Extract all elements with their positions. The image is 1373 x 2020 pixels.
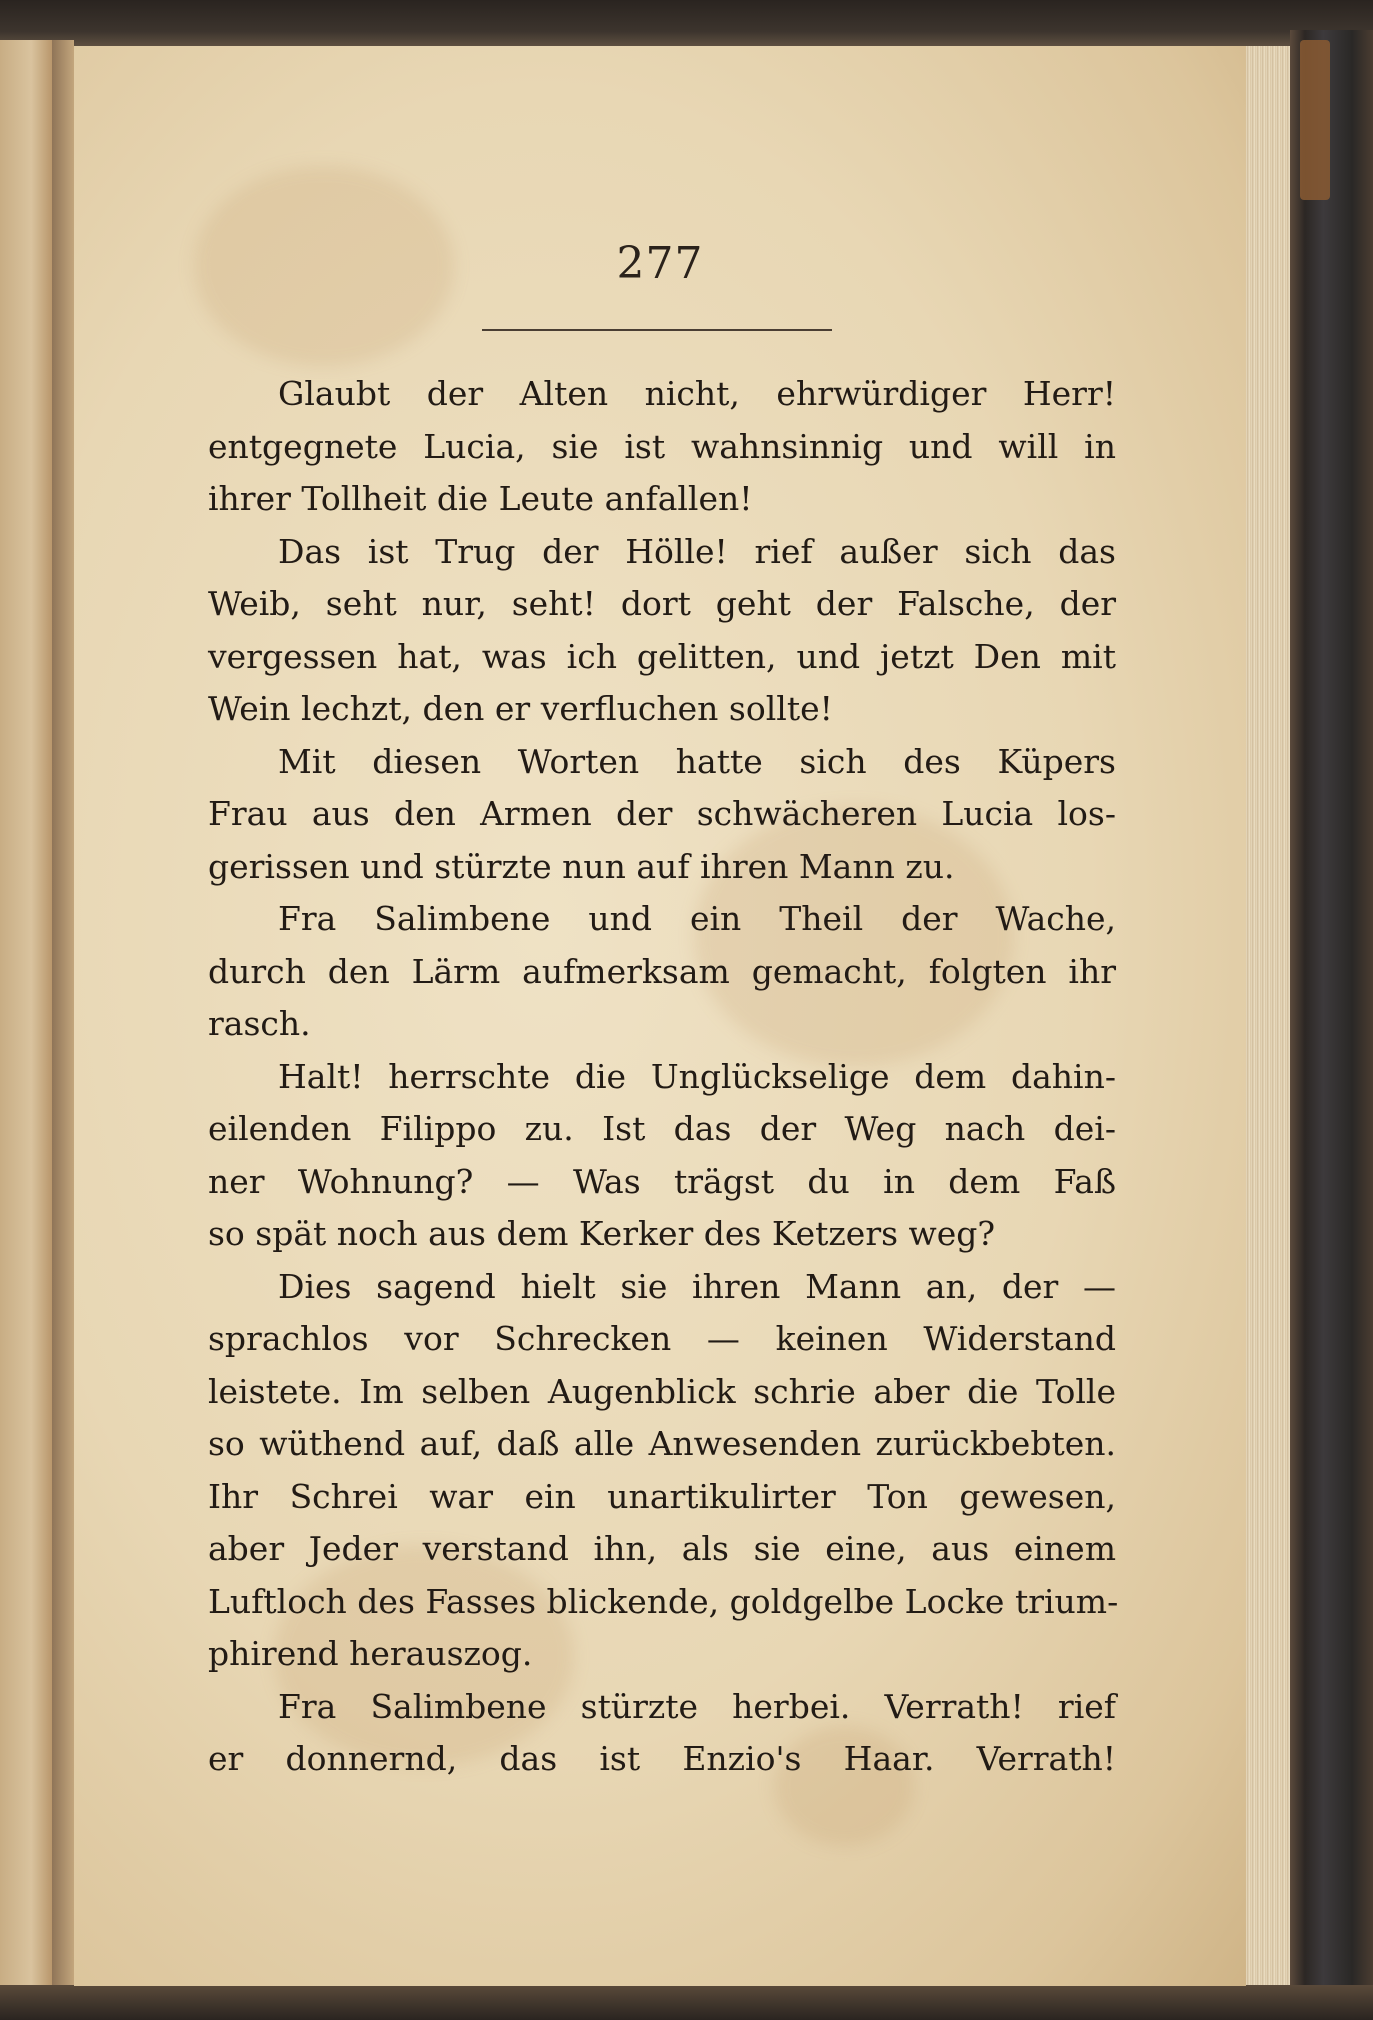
text-line: Weib, seht nur, seht! dort geht der Falsche, der (208, 584, 1116, 623)
text-line: Wein lechzt, den er verfluchen sollte! (208, 689, 833, 728)
text-line: aber Jeder verstand ihn, als sie eine, aus einem (208, 1529, 1116, 1568)
book-cover-edge (1290, 30, 1373, 2000)
text-line: ihrer Tollheit die Leute anfallen! (208, 479, 753, 518)
text-line: eilenden Filippo zu. Ist das der Weg nach dei- (208, 1109, 1116, 1148)
text-line: Dies sagend hielt sie ihren Mann an, der — (278, 1266, 1116, 1306)
text-line: vergessen hat, was ich gelitten, und jetzt Den mit (208, 636, 1116, 676)
text-line: ner Wohnung? — Was trägst du in dem Faß (208, 1161, 1116, 1201)
text-line: Fra Salimbene und ein Theil der Wache, (278, 899, 1116, 938)
header-rule (482, 329, 832, 331)
page-gutter (52, 40, 74, 2000)
text-line: so wüthend auf, daß alle Anwesenden zurückbebten. (208, 1424, 1116, 1463)
text-line: Luftloch des Fasses blickende, goldgelbe Locke trium- (208, 1581, 1119, 1621)
cover-leather-patch (1300, 40, 1330, 200)
text-line: rasch. (208, 1004, 311, 1043)
text-line: er donnernd, das ist Enzio's Haar. Verrath! (208, 1739, 1116, 1778)
binding-bottom-edge (0, 1985, 1373, 2020)
body-text (208, 368, 1119, 1786)
text-line: so spät noch aus dem Kerker des Ketzers weg? (208, 1214, 996, 1253)
page-stack-edge (1245, 46, 1291, 1986)
text-line: sprachlos vor Schrecken — keinen Widerstand (208, 1319, 1116, 1358)
binding-top-edge (0, 0, 1373, 52)
text-line: Fra Salimbene stürzte herbei. Verrath! rief (278, 1686, 1116, 1726)
text-line: gerissen und stürzte nun auf ihren Mann zu. (208, 846, 955, 886)
text-line: Ihr Schrei war ein unartikulirter Ton gewesen, (208, 1476, 1116, 1516)
page-number: 277 (616, 238, 704, 289)
text-line: entgegnete Lucia, sie ist wahnsinnig und will in (208, 426, 1116, 466)
facing-page-edge (0, 40, 54, 2000)
book-page (74, 46, 1246, 1986)
text-line: Glaubt der Alten nicht, ehrwürdiger Herr! (278, 374, 1116, 413)
text-line: phirend herauszog. (208, 1634, 533, 1673)
text-line: Das ist Trug der Hölle! rief außer sich das (278, 531, 1116, 571)
text-line: Mit diesen Worten hatte sich des Küpers (278, 741, 1116, 781)
text-line: Frau aus den Armen der schwächeren Lucia los- (208, 794, 1116, 833)
text-line: leistete. Im selben Augenblick schrie aber die Tolle (208, 1371, 1116, 1411)
text-line: durch den Lärm aufmerksam gemacht, folgten ihr (208, 951, 1116, 991)
text-line: Halt! herrschte die Unglückselige dem dahin- (278, 1056, 1116, 1096)
